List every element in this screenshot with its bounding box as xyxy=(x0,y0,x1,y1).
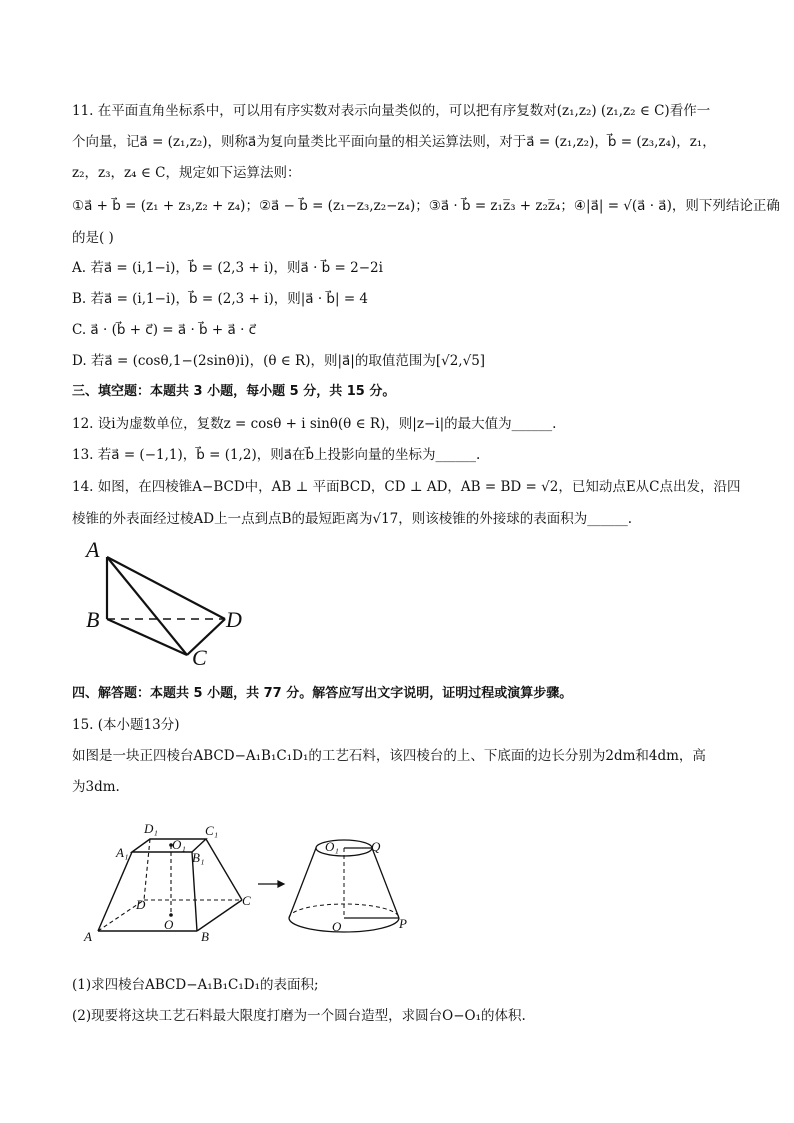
q11-option-d: D. 若a⃗ = (cosθ,1−(2sinθ)i)，(θ ∈ R)，则|a⃗|的取值范围为[√2,√5] xyxy=(72,353,486,369)
q15-frustum-figure xyxy=(80,815,440,950)
q11-option-b: B. 若a⃗ = (i,1−i)，b⃗ = (2,3 + i)，则|a⃗ · b⃗| = 4 xyxy=(72,291,369,307)
q15-label-o: O xyxy=(164,917,174,932)
q14-label-c: C xyxy=(192,645,207,670)
q11-line3: z₂，z₃，z₄ ∈ C，规定如下运算法则： xyxy=(72,165,301,181)
q15-part2: (2)现要将这块工艺石料最大限度打磨为一个圆台造型，求圆台O−O₁的体积. xyxy=(72,1008,526,1024)
q12-text: 12. 设i为虚数单位，复数z = cosθ + i sinθ(θ ∈ R)，则|z−i|的最大值为______. xyxy=(72,416,557,432)
q11-option-a: A. 若a⃗ = (i,1−i)，b⃗ = (2,3 + i)，则a⃗ · b⃗ = 2−2i xyxy=(72,260,383,276)
q14-label-b: B xyxy=(86,607,100,632)
q15-line2: 为3dm. xyxy=(72,779,120,795)
q15-cone-label-p: P xyxy=(399,916,407,931)
q15-label-d: D xyxy=(136,897,146,912)
q15-label-c: C xyxy=(242,893,251,908)
q15-header: 15. (本小题13分) xyxy=(72,717,180,733)
section-3-heading: 三、填空题：本题共 3 小题，每小题 5 分，共 15 分。 xyxy=(72,384,396,399)
q15-label-a1: A₁ xyxy=(116,845,129,860)
q15-label-o1: O₁ xyxy=(172,837,186,852)
q11-line4: ①a⃗ + b⃗ = (z₁ + z₃,z₂ + z₄)；②a⃗ − b⃗ = (z₁−z₃,z₂−z₄)；③a⃗ · b⃗ = z₁z̅₃ + z₂z̅₄；④|a⃗| = √(a⃗ · a⃗)，则下列结论正确 xyxy=(72,198,780,214)
q15-cone-label-o: O xyxy=(332,919,342,934)
arrow-icon xyxy=(258,881,284,887)
q15-label-b1: B₁ xyxy=(192,850,205,865)
q14-label-a: A xyxy=(86,537,100,562)
q14-label-d: D xyxy=(226,607,242,632)
q15-part1: (1)求四棱台ABCD−A₁B₁C₁D₁的表面积; xyxy=(72,977,319,993)
q15-cone-label-o1: O₁ xyxy=(325,839,339,854)
q13-text: 13. 若a⃗ = (−1,1)，b⃗ = (1,2)，则a⃗在b⃗上投影向量的坐标为______. xyxy=(72,447,481,463)
q14-line2: 棱锥的外表面经过棱AD上一点到点B的最短距离为√17，则该棱锥的外接球的表面积为______. xyxy=(72,511,633,527)
q14-line1: 14. 如图，在四棱锥A−BCD中，AB ⊥ 平面BCD，CD ⊥ AD，AB = BD = √2，已知动点E从C点出发，沿四 xyxy=(72,479,741,495)
q11-line1: 11. 在平面直角坐标系中，可以用有序实数对表示向量类似的，可以把有序复数对(z₁,z₂) (z₁,z₂ ∈ C)看作一 xyxy=(72,103,711,119)
q11-line2: 个向量，记a⃗ = (z₁,z₂)，则称a⃗为复向量类比平面向量的相关运算法则，对于a⃗ = (z₁,z₂)，b⃗ = (z₃,z₄)，z₁， xyxy=(72,134,716,150)
q15-label-a: A xyxy=(84,929,92,944)
q15-label-d1: D₁ xyxy=(144,821,158,836)
section-4-heading: 四、解答题：本题共 5 小题，共 77 分。解答应写出文字说明，证明过程或演算步骤。 xyxy=(72,686,573,701)
q15-label-c1: C₁ xyxy=(205,823,219,838)
q15-label-b: B xyxy=(201,929,209,944)
q15-line1: 如图是一块正四棱台ABCD−A₁B₁C₁D₁的工艺石料，该四棱台的上、下底面的边长分别为2dm和4dm，高 xyxy=(72,748,706,764)
q14-pyramid-figure xyxy=(80,535,260,670)
q11-option-c: C. a⃗ · (b⃗ + c⃗) = a⃗ · b⃗ + a⃗ · c⃗ xyxy=(72,322,257,338)
q15-cone-label-q: Q xyxy=(371,839,381,854)
q11-line5: 的是( ) xyxy=(72,230,114,246)
